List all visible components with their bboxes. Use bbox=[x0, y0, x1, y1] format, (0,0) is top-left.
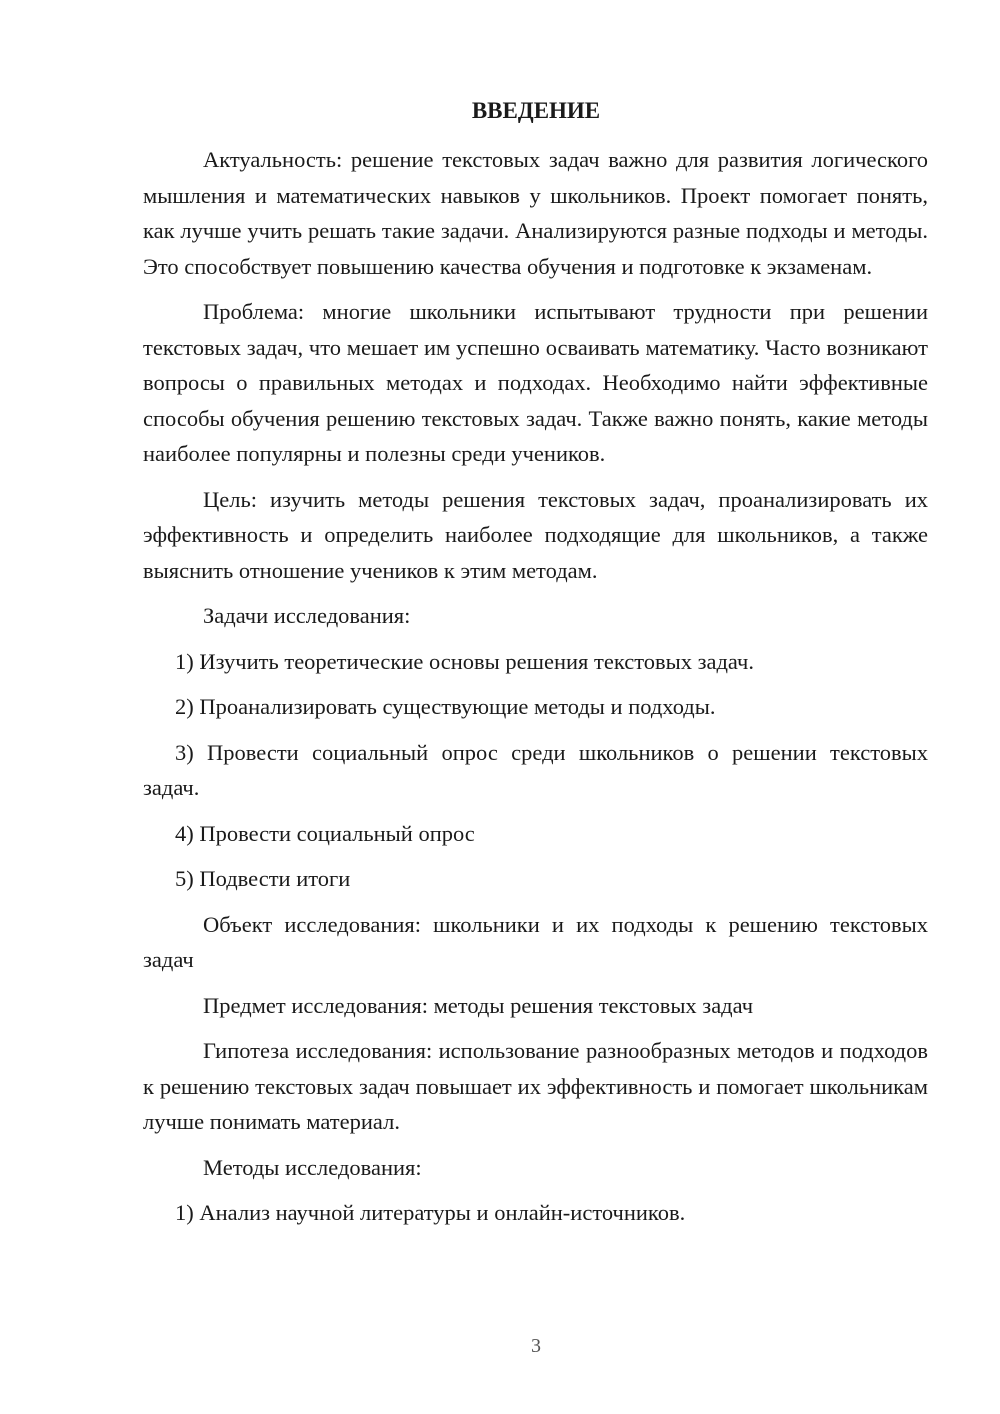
task-item-2: 2) Проанализировать существующие методы и подходы. bbox=[175, 694, 716, 719]
page-number: 3 bbox=[531, 1335, 541, 1357]
subject-paragraph: Предмет исследования: методы решения текстовых задач bbox=[203, 992, 754, 1018]
goal-paragraph: Цель: изучить методы решения текстовых задач, проанализировать их эффективность и определить наиболее подходящие для школьников, а также выяснить отношение учеников к этим методам. bbox=[143, 486, 928, 583]
hypothesis-paragraph: Гипотеза исследования: использование разнообразных методов и подходов к решению текстовых задач повышает их эффективность и помогает школьникам лучше понимать материал. bbox=[143, 1038, 928, 1134]
task-item-4: 4) Провести социальный опрос bbox=[175, 820, 475, 846]
methods-title: Методы исследования: bbox=[203, 1154, 422, 1180]
problem-paragraph: Проблема: многие школьники испытывают трудности при решении текстовых задач, что мешает им успешно осваивать математику. Часто возникают вопросы о правильных методах и подходах. Необходимо найти эффективные способы обучения решению текстовых задач. Также важно понять, какие методы наиболее популярны и полезны среди учеников. bbox=[143, 299, 928, 466]
task-item-5: 5) Подвести итоги bbox=[175, 866, 351, 891]
method-item-1: 1) Анализ научной литературы и онлайн-источников. bbox=[175, 1200, 686, 1225]
task-item-3: 3) Провести социальный опрос среди школьников о решении текстовых задач. bbox=[143, 739, 928, 800]
object-paragraph: Объект исследования: школьники и их подходы к решению текстовых задач bbox=[143, 911, 928, 972]
document-body bbox=[143, 142, 928, 1241]
relevance-paragraph: Актуальность: решение текстовых задач важно для развития логического мышления и математических навыков у школьников. Проект помогает понять, как лучше учить решать такие задачи. Анализируются разные подходы и методы. Это способствует повышению качества обучения и подготовке к экзаменам. bbox=[143, 147, 928, 279]
page-heading: ВВЕДЕНИЕ bbox=[471, 98, 601, 123]
tasks-title: Задачи исследования: bbox=[203, 603, 411, 628]
task-item-1: 1) Изучить теоретические основы решения текстовых задач. bbox=[175, 648, 754, 674]
